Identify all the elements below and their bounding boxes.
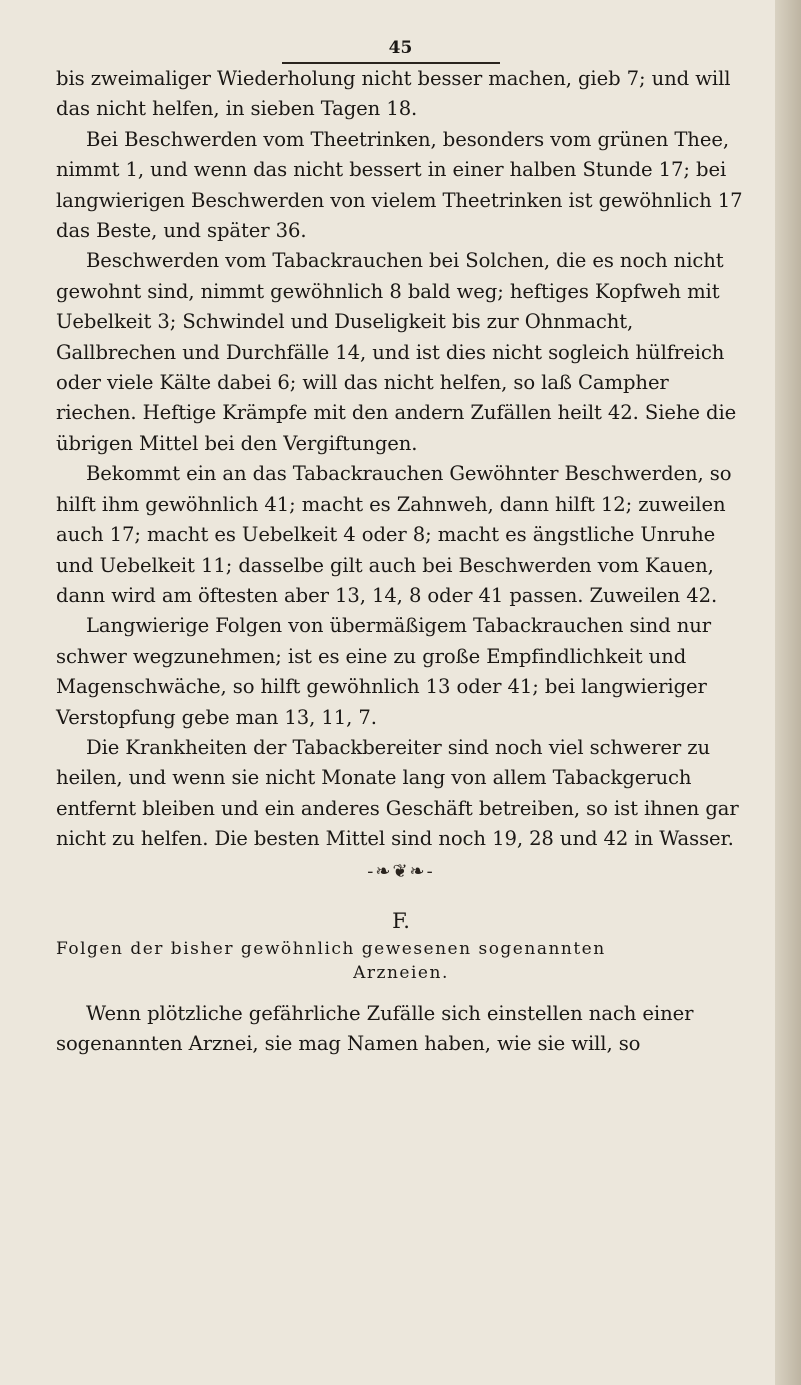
paragraph-tobacco-workers: Die Krankheiten der Tabackbereiter sind noch viel schwerer zu heilen, und wenn sie nicht Monate lang von allem Tabackgeruch entfernt bleiben und ein anderes Geschäft betreiben, so ist ihnen gar nicht zu helfen. Die besten Mittel sind noch 19, 28 und 42 in Wasser. [56,735,739,851]
section-ornament: -❧❦❧- [367,860,435,882]
paragraph-habitual-smoker: Bekommt ein an das Tabackrauchen Gewöhnter Beschwerden, so hilft ihm gewöhnlich 41; macht es Zahnweh, dann hilft 12; zuweilen auch 17; macht es Uebelkeit 4 oder 8; macht es ängstliche Unruhe und Uebelkeit 11; dasselbe gilt auch bei Beschwerden vom Kauen, dann wird am öftesten aber 13, 14, 8 oder 41 passen. Zuweilen 42. [56,462,732,607]
page-number: 45 [388,38,413,58]
paragraph-tea: Bei Beschwerden vom Theetrinken, besonders vom grünen Thee, nimmt 1, und wenn das nicht bessert in einer halben Stunde 17; bei langwierigen Beschwerden von vielem Theetrinken ist gewöhnlich 17 das Beste, und später 36. [56,127,743,243]
paragraph-continued: bis zweimaliger Wiederholung nicht besser machen, gieb 7; und will das nicht helfen, in sieben Tagen 18. [56,67,731,121]
paragraph-long-term-effects: Langwierige Folgen von übermäßigem Tabackrauchen sind nur schwer wegzunehmen; ist es eine zu große Empfindlichkeit und Magenschwäche, so hilft gewöhnlich 13 oder 41; bei langwieriger Verstopfung gebe man 13, 11, 7. [56,614,712,729]
section-title: Folgen der bisher gewöhnlich gewesenen sogenannten [56,938,606,959]
paragraph-medicines: Wenn plötzliche gefährliche Zufälle sich einstellen nach einer sogenannten Arznei, sie mag Namen haben, wie sie will, so [56,1001,694,1055]
paragraph-tobacco-smoking: Beschwerden vom Tabackrauchen bei Solchen, die es noch nicht gewohnt sind, nimmt gewöhnlich 8 bald weg; heftiges Kopfweh mit Uebelkeit 3; Schwindel und Duseligkeit bis zur Ohnmacht, Gallbrechen und Durchfälle 14, und ist dies nicht sogleich hülfreich oder viele Kälte dabei 6; will das nicht helfen, so laß Campher riechen. Heftige Krämpfe mit den andern Zufällen heilt 42. Siehe die übrigen Mittel bei den Vergiftungen. [56,249,737,455]
section-letter: F. [392,908,410,933]
page-edge [775,0,801,1385]
section-subtitle: Arzneien. [353,962,449,983]
body-text [56,64,746,1059]
